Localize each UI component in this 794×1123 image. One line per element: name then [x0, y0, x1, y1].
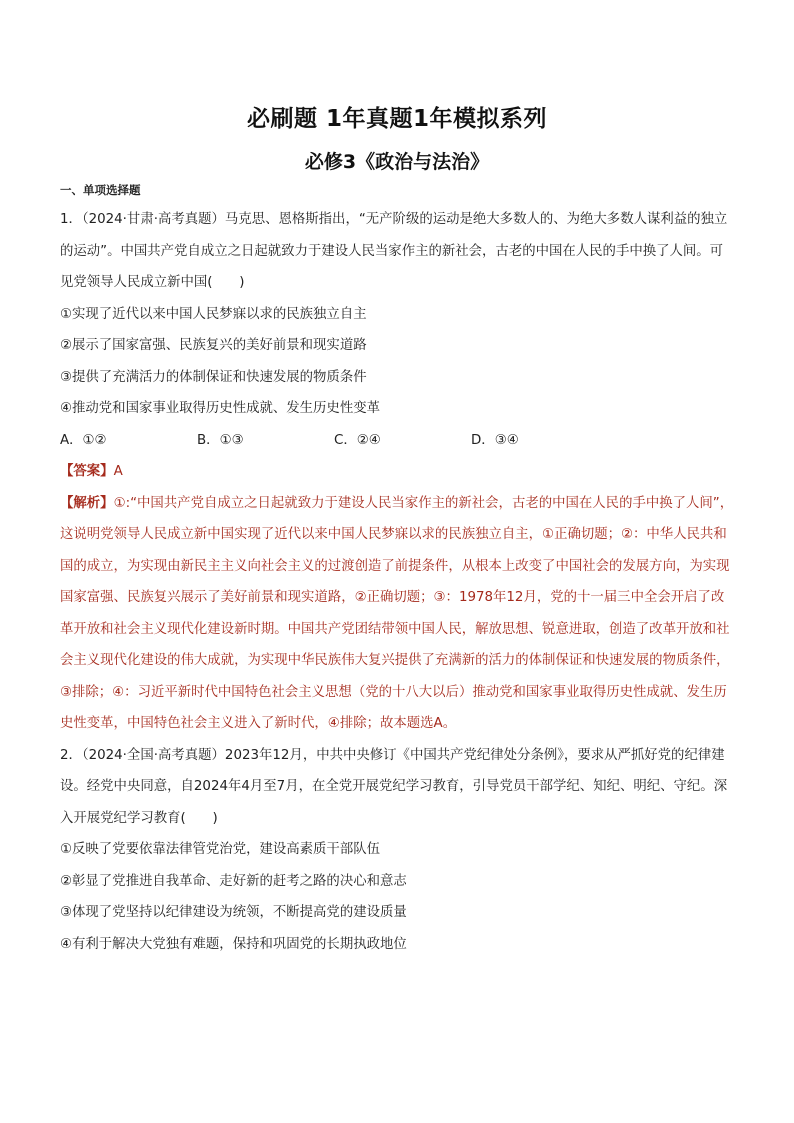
answer-label: 【答案】: [60, 464, 114, 479]
question-2: [60, 740, 735, 961]
statement-item: ③体现了党坚持以纪律建设为统领，不断提高党的建设质量: [60, 905, 407, 920]
option-a: A．①②: [60, 432, 107, 448]
answer-line: [60, 456, 735, 488]
analysis-text: ①:“中国共产党自成立之日起就致力于建设人民当家作主的新社会，古老的中国在人民的手中换了人间”，这说明党领导人民成立新中国实现了近代以来中国人民梦寐以求的民族独立自主，①正确切题；②：中华人民共和国的成立，为实现由新民主主义向社会主义的过渡创造了前提条件，从根本上改变了中国社会的发展方向，为实现国家富强、民族复兴展示了美好前景和现实道路，②正确切题；③：1978年12月，党的十一届三中全会开启了改革开放和社会主义现代化建设新时期。中国共产党团结带领中国人民，解放思想、锐意进取，创造了改革开放和社会主义现代化建设的伟大成就，为实现中华民族伟大复兴提供了充满新的活力的体制保证和快速发展的物质条件，③排除；④：习近平新时代中国特色社会主义思想（党的十八大以后）推动党和国家事业取得历史性成就、发生历史性变革，中国特色社会主义进入了新时代，④排除；故本题选A。: [60, 495, 734, 731]
answer-value: A: [113, 464, 123, 479]
question-1: [60, 204, 735, 740]
option-c: C．②④: [334, 432, 381, 448]
statement-item: ①实现了近代以来中国人民梦寐以求的民族独立自主: [60, 306, 367, 322]
document-title: 必刷题 1年真题1年模拟系列: [246, 106, 547, 132]
section-title: 一、单项选择题: [60, 183, 141, 197]
answer-options: [60, 425, 735, 457]
document-subtitle: 必修3《政治与法治》: [304, 151, 490, 173]
statement-item: ④有利于解决大党独有难题，保持和巩固党的长期执政地位: [60, 936, 407, 952]
question-stem: 2．（2024·全国·高考真题）2023年12月，中共中央修订《中国共产党纪律处分条例》，要求从严抓好党的纪律建设。经党中央同意，自2024年4月至7月，在全党开展党纪学习教育，引导党员干部学纪、知纪、明纪、守纪。深入开展党纪学习教育( ): [60, 747, 728, 826]
option-b: B．①③: [197, 432, 244, 448]
statement-item: ②展示了国家富强、民族复兴的美好前景和现实道路: [60, 338, 367, 353]
analysis-label: 【解析】: [60, 495, 114, 511]
statement-item: ③提供了充满活力的体制保证和快速发展的物质条件: [60, 369, 367, 385]
question-stem: 1．（2024·甘肃·高考真题）马克思、恩格斯指出，“无产阶级的运动是绝大多数人的、为绝大多数人谋利益的独立的运动”。中国共产党自成立之日起就致力于建设人民当家作主的新社会，古老的中国在人民的手中换了人间。可见党领导人民成立新中国( ): [60, 212, 728, 290]
analysis-paragraph: [60, 488, 735, 740]
document-body: [60, 182, 735, 960]
statement-item: ④推动党和国家事业取得历史性成就、发生历史性变革: [60, 401, 380, 416]
statement-item: ②彰显了党推进自我革命、走好新的赶考之路的决心和意志: [60, 873, 407, 889]
statement-item: ①反映了党要依靠法律管党治党，建设高素质干部队伍: [60, 842, 380, 857]
option-d: D．③④: [471, 432, 519, 448]
